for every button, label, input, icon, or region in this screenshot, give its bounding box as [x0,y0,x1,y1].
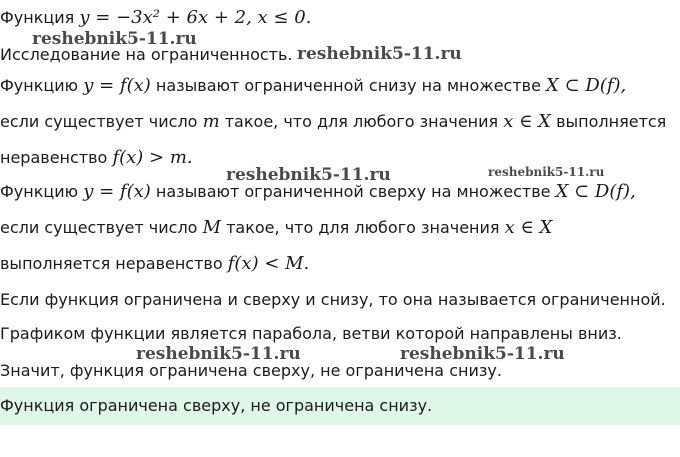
watermark: reshebnik5-11.ru [488,165,605,179]
definition-lower-line-2: если существует число m такое, что для любого значения x ∈ X выполняется [0,111,667,132]
watermark: reshebnik5-11.ru [226,165,391,185]
parabola-statement: Графиком функции является парабола, ветви которой направлены вниз. [0,324,622,343]
watermark: reshebnik5-11.ru [32,29,197,49]
answer-box [0,387,680,425]
definition-upper-line-1: Функцию y = f(x) называют ограниченной сверху на множестве X ⊂ D(f), [0,181,636,202]
answer-text: Функция ограничена сверху, не ограничена снизу. [0,396,433,415]
section-heading: Исследование на ограниченность. [0,45,293,64]
watermark: reshebnik5-11.ru [400,344,565,364]
task-function-formula: y = −3x² + 6x + 2, x ≤ 0. [79,7,312,28]
definition-lower-line-3: неравенство f(x) > m. [0,147,193,168]
definition-upper-line-3: выполняется неравенство f(x) < M. [0,253,310,274]
watermark: reshebnik5-11.ru [136,344,301,364]
definition-upper-line-2: если существует число M такое, что для любого значения x ∈ X [0,217,553,238]
task-statement [0,8,311,28]
task-label: Функция [0,8,75,27]
conclusion: Значит, функция ограничена сверху, не ограничена снизу. [0,361,502,380]
definition-lower-line-1: Функцию y = f(x) называют ограниченной снизу на множестве X ⊂ D(f), [0,75,627,96]
bounded-definition: Если функция ограничена и сверху и снизу, то она называется ограниченной. [0,290,666,309]
watermark: reshebnik5-11.ru [297,44,462,64]
